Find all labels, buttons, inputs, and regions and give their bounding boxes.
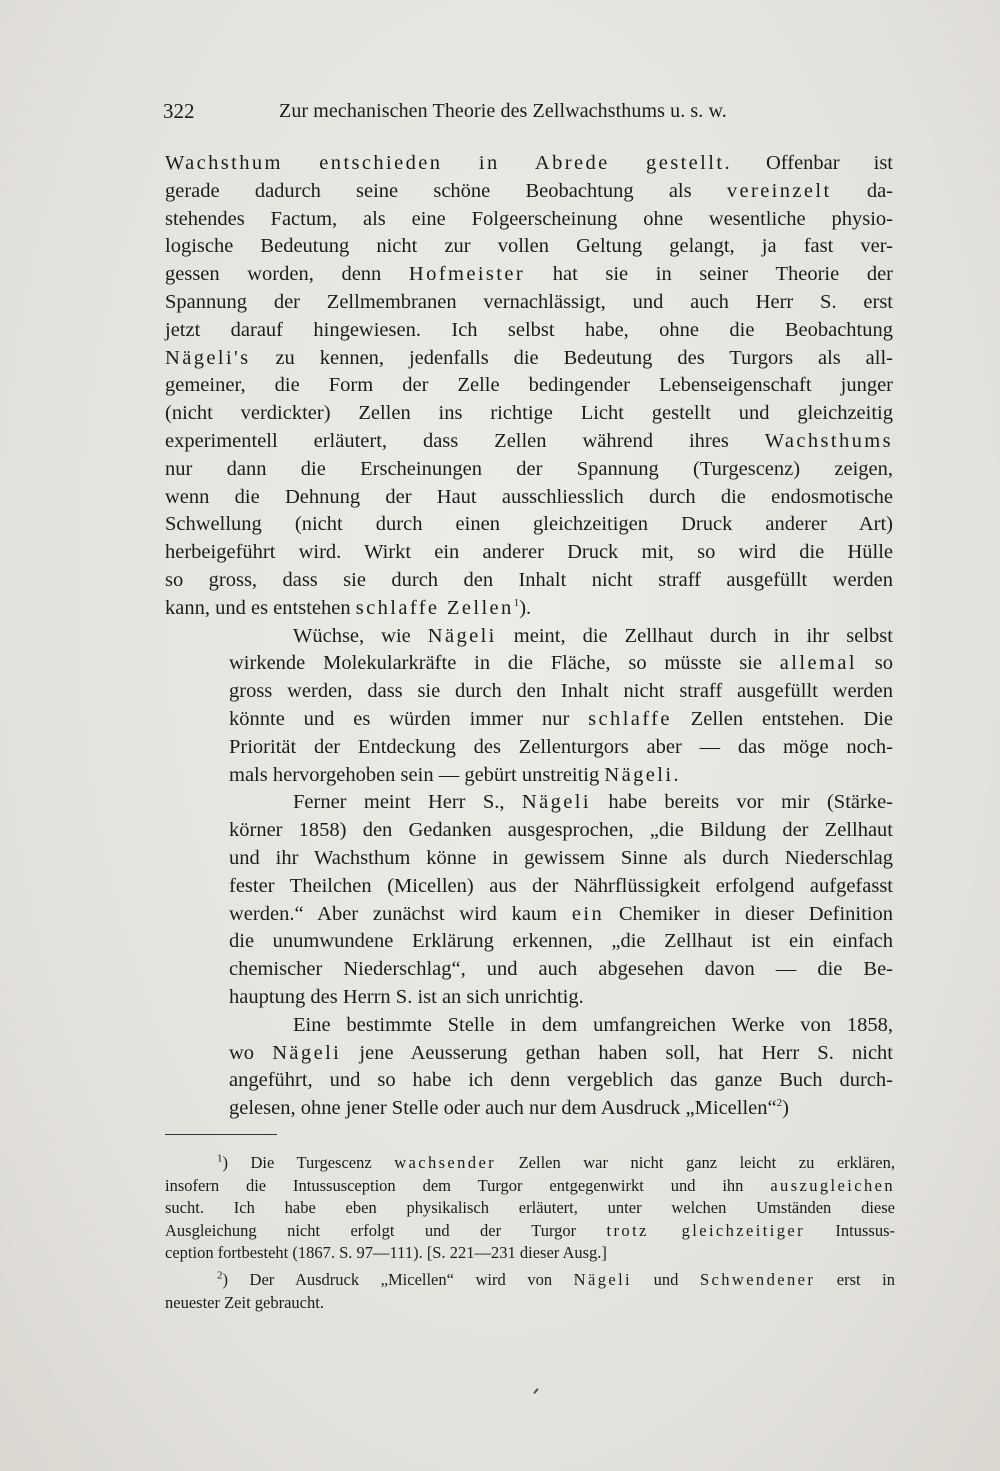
spaced-emphasis: allemal xyxy=(779,652,857,675)
page-number: 322 xyxy=(163,99,195,123)
text-run: ) xyxy=(782,1097,789,1120)
spaced-emphasis: vereinzelt xyxy=(726,179,832,202)
text-line xyxy=(165,511,893,539)
text-line xyxy=(165,1067,893,1095)
text-run: fester Theilchen (Micellen) aus der Nährflüssigkeit erfolgend aufgefasst xyxy=(229,874,893,897)
text-line xyxy=(165,901,893,929)
footnote-divider xyxy=(165,1134,277,1135)
text-run: zu kennen, jedenfalls die Bedeutung des Turgors als all- xyxy=(250,346,893,369)
text-line xyxy=(165,623,893,651)
text-line xyxy=(165,789,893,817)
text-run: jene Aeusserung gethan haben soll, hat Herr S. nicht xyxy=(341,1041,893,1064)
text-run: ception fortbesteht (1867. S. 97—111). [S. 221—231 dieser Ausg.] xyxy=(165,1243,607,1263)
body-text xyxy=(165,150,893,1123)
text-run: Zellen entstehen. Die xyxy=(671,707,893,730)
footnote-line xyxy=(165,1220,895,1243)
text-line xyxy=(165,428,893,456)
text-line xyxy=(165,400,893,428)
text-run: ). xyxy=(519,596,532,619)
text-run: Eine bestimmte Stelle in dem umfangreichen Werke von 1858, xyxy=(293,1013,893,1036)
text-line xyxy=(165,1012,893,1040)
text-line xyxy=(165,317,893,345)
text-run: insofern die Intussusception dem Turgor entgegenwirkt und ihn xyxy=(165,1175,771,1195)
paragraph xyxy=(165,1012,893,1123)
text-run: logische Bedeutung nicht zur vollen Geltung gelangt, ja fast ver- xyxy=(165,235,893,258)
text-run: mals hervorgehoben sein — gebürt unstreitig xyxy=(229,763,605,786)
text-run: könnte und es würden immer nur xyxy=(229,707,589,730)
spaced-emphasis: ein xyxy=(571,902,605,925)
footnote xyxy=(165,1152,895,1265)
text-run: chemischer Niederschlag“, und auch abgesehen davon — die Be- xyxy=(229,958,893,981)
text-run: Ausgleichung nicht erfolgt und der Turgor xyxy=(165,1220,607,1240)
text-line xyxy=(165,928,893,956)
text-line xyxy=(165,678,893,706)
text-line xyxy=(165,539,893,567)
spaced-emphasis: Nägeli xyxy=(427,624,497,647)
spaced-emphasis: schlaffe xyxy=(588,707,672,730)
text-line xyxy=(165,595,893,623)
text-line xyxy=(165,1095,893,1123)
text-run: hauptung des Herrn S. ist an sich unrichtig. xyxy=(229,985,584,1008)
spaced-emphasis: Schwendener xyxy=(699,1269,816,1289)
text-run: ) Die Turgescenz xyxy=(222,1153,395,1172)
text-run: werden.“ Aber zunächst wird kaum xyxy=(229,902,572,925)
text-run: kann, und es entstehen xyxy=(165,596,356,619)
footnote-marker: 1 xyxy=(217,1152,223,1165)
spaced-emphasis: Wachsthum entschieden in Abrede gestellt. xyxy=(165,152,732,174)
text-line xyxy=(165,650,893,678)
running-title: Zur mechanischen Theorie des Zellwachsthums u. s. w. xyxy=(279,100,727,122)
text-line xyxy=(165,289,893,317)
text-line xyxy=(165,984,893,1012)
spaced-emphasis: Nägeli xyxy=(521,791,591,814)
text-run: hat sie in seiner Theorie der xyxy=(525,263,893,286)
text-run: gemeiner, die Form der Zelle bedingender Lebenseigenschaft junger xyxy=(165,374,893,397)
text-run: meint, die Zellhaut durch in ihr selbst xyxy=(496,624,893,647)
text-run: Ferner meint Herr S., xyxy=(293,791,522,814)
text-line xyxy=(165,956,893,984)
text-run: herbeigeführt wird. Wirkt ein anderer Druck mit, so wird die Hülle xyxy=(165,541,893,564)
text-line xyxy=(165,345,893,373)
text-run: so xyxy=(856,652,893,675)
text-line xyxy=(165,456,893,484)
text-run: experimentell erläutert, dass Zellen während ihres xyxy=(165,429,765,452)
text-run: sucht. Ich habe eben physikalisch erläutert, unter welchen Umständen diese xyxy=(165,1198,895,1218)
text-run: Zellen war nicht ganz leicht zu erklären, xyxy=(496,1153,895,1172)
spaced-emphasis: trotz gleichzeitiger xyxy=(606,1220,805,1240)
text-run: gross werden, dass sie durch den Inhalt nicht straff ausgefüllt werden xyxy=(229,680,893,703)
text-line xyxy=(165,762,893,790)
text-run: . xyxy=(673,763,679,786)
footnote-marker: 1 xyxy=(513,596,520,609)
text-line xyxy=(165,873,893,901)
text-run: Intussus- xyxy=(804,1220,895,1240)
text-run: Priorität der Entdeckung des Zellenturgors aber — das möge noch- xyxy=(229,735,893,758)
text-run: gelesen, ohne jener Stelle oder auch nur dem Ausdruck „Micellen“ xyxy=(229,1097,777,1120)
text-run: wenn die Dehnung der Haut ausschliesslich durch die endosmotische xyxy=(165,485,893,508)
text-run: und ihr Wachsthum könne in gewissem Sinne als durch Niederschlag xyxy=(229,846,893,869)
text-run: wirkende Molekularkräfte in die Fläche, so müsste sie xyxy=(229,652,780,675)
footnote xyxy=(165,1269,895,1314)
text-run: angeführt, und so habe ich denn vergeblich das ganze Buch durch- xyxy=(229,1069,893,1092)
text-line xyxy=(165,206,893,234)
spaced-emphasis: wachsender xyxy=(394,1153,497,1172)
spaced-emphasis: Nägeli xyxy=(272,1041,342,1064)
footnote-line xyxy=(165,1197,895,1220)
spaced-emphasis: Nägeli xyxy=(573,1269,633,1289)
text-run: ) Der Ausdruck „Micellen“ wird von xyxy=(222,1269,574,1289)
text-line xyxy=(165,261,893,289)
spaced-emphasis: auszugleichen xyxy=(770,1175,895,1195)
text-line xyxy=(165,845,893,873)
spaced-emphasis: Nägeli's xyxy=(165,346,251,369)
text-run: und xyxy=(632,1269,700,1289)
text-run: jetzt darauf hingewiesen. Ich selbst habe, ohne die Beobachtung xyxy=(165,318,893,341)
footnotes xyxy=(165,1152,895,1318)
paragraph xyxy=(165,789,893,1011)
text-run: gessen worden, denn xyxy=(165,263,409,286)
spaced-emphasis: Hofmeister xyxy=(408,263,526,286)
text-run: Wüchse, wie xyxy=(293,624,428,647)
footnote-line xyxy=(165,1175,895,1198)
spaced-emphasis: schlaffe Zellen xyxy=(355,596,514,619)
spaced-emphasis: Wachsthums xyxy=(764,429,893,452)
text-line xyxy=(165,372,893,400)
text-line xyxy=(165,233,893,261)
footnote-marker: 2 xyxy=(217,1269,223,1282)
text-run: da- xyxy=(831,179,893,202)
text-run: erst in xyxy=(815,1269,896,1289)
text-line xyxy=(165,567,893,595)
text-run: Spannung der Zellmembranen vernachlässigt, und auch Herr S. erst xyxy=(165,290,893,313)
footnote-line xyxy=(165,1269,895,1292)
text-line xyxy=(165,817,893,845)
text-line xyxy=(165,484,893,512)
footnote-line xyxy=(165,1242,895,1265)
text-run: gerade dadurch seine schöne Beobachtung als xyxy=(165,179,727,202)
text-run: habe bereits vor mir (Stärke- xyxy=(590,791,893,814)
spaced-emphasis: Nägeli xyxy=(604,763,674,786)
text-run: stehendes Factum, als eine Folgeerscheinung ohne wesentliche physio- xyxy=(165,207,893,230)
ink-speck-mark xyxy=(533,1388,538,1394)
text-line xyxy=(165,178,893,206)
text-run: so gross, dass sie durch den Inhalt nicht straff ausgefüllt werden xyxy=(165,568,893,591)
text-run: Schwellung (nicht durch einen gleichzeitigen Druck anderer Art) xyxy=(165,513,893,536)
text-run: (nicht verdickter) Zellen ins richtige Licht gestellt und gleichzeitig xyxy=(165,402,893,425)
text-line xyxy=(165,734,893,762)
text-run: wo xyxy=(229,1041,273,1064)
text-run: nur dann die Erscheinungen der Spannung (Turgescenz) zeigen, xyxy=(165,457,893,480)
text-line xyxy=(165,1040,893,1068)
text-run: Chemiker in dieser Definition xyxy=(604,902,893,925)
text-line xyxy=(165,706,893,734)
paragraph xyxy=(165,623,893,790)
footnote-line xyxy=(165,1292,895,1315)
text-run: körner 1858) den Gedanken ausgesprochen, „die Bildung der Zellhaut xyxy=(229,819,893,842)
text-line xyxy=(165,150,893,178)
text-run: neuester Zeit gebraucht. xyxy=(165,1292,324,1312)
paragraph xyxy=(165,150,893,623)
footnote-marker: 2 xyxy=(776,1097,783,1110)
text-run: die unumwundene Erklärung erkennen, „die Zellhaut ist ein einfach xyxy=(229,930,893,953)
text-run: Offenbar ist xyxy=(731,152,893,174)
footnote-line xyxy=(165,1152,895,1175)
